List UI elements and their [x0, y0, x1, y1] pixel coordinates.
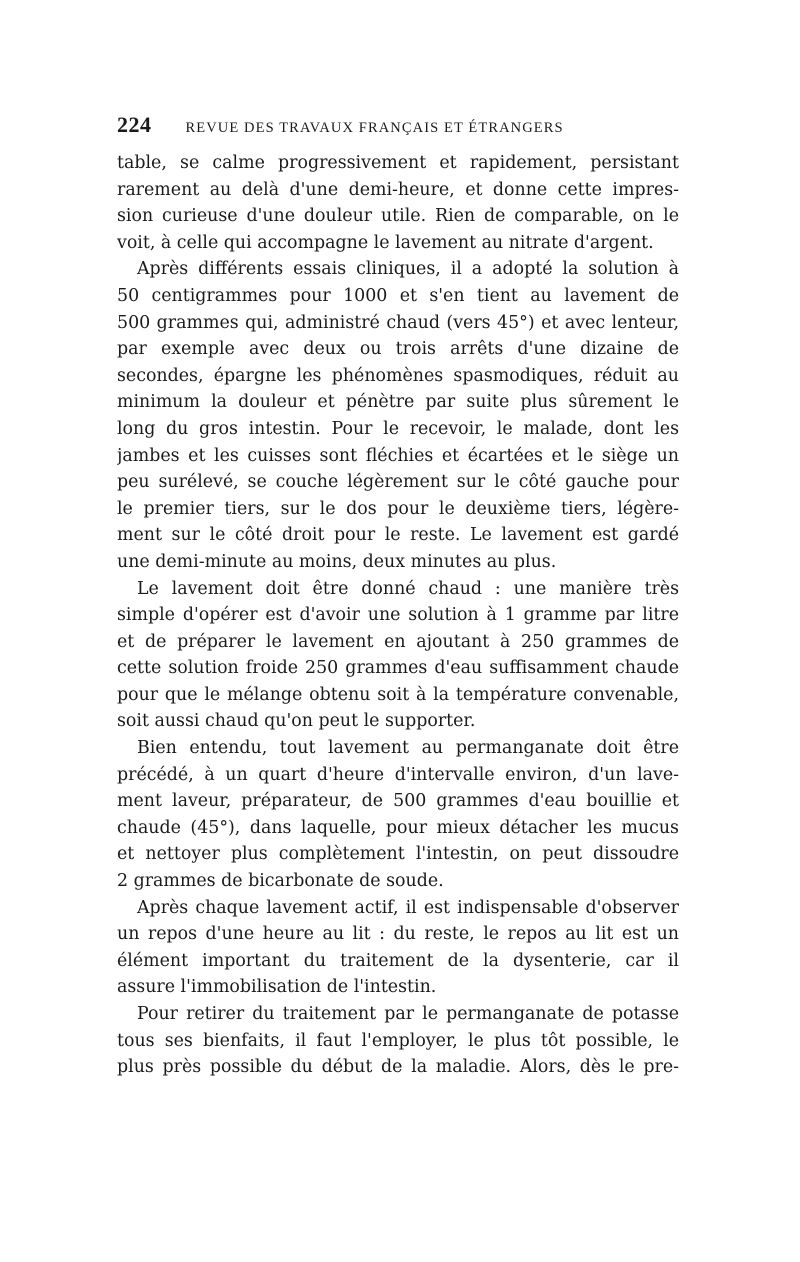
text-line: assure l'immobilisation de l'intestin. [117, 977, 437, 998]
text-line: Après différents essais cliniques, il a adopté la solution à [137, 259, 679, 280]
text-line: élément important du traitement de la dysenterie, car il [117, 950, 679, 971]
text-line: chaude (45°), dans laquelle, pour mieux détacher les mucus [117, 817, 679, 838]
text-line: soit aussi chaud qu'on peut le supporter. [117, 711, 476, 732]
text-line: le premier tiers, sur le dos pour le deuxième tiers, légère- [117, 498, 679, 519]
text-line: Après chaque lavement actif, il est indispensable d'observer [137, 897, 679, 918]
text-line: rarement au delà d'une demi-heure, et donne cette impres- [117, 179, 679, 200]
text-line: long du gros intestin. Pour le recevoir, le malade, dont les [117, 418, 679, 439]
text-line: 500 grammes qui, administré chaud (vers 45°) et avec lenteur, [117, 312, 679, 333]
paragraph [117, 895, 679, 1001]
text-line: Pour retirer du traitement par le permanganate de potasse [137, 1004, 679, 1024]
text-line: peu surélevé, se couche légèrement sur le côté gauche pour [117, 472, 679, 493]
document-page [117, 112, 679, 1081]
paragraph [117, 735, 679, 895]
text-line: pour que le mélange obtenu soit à la température convenable, [117, 684, 679, 705]
text-line: ment laveur, préparateur, de 500 grammes d'eau bouillie et [117, 791, 679, 812]
text-line: Le lavement doit être donné chaud : une manière très [137, 578, 679, 599]
running-header [117, 112, 679, 144]
text-line: Bien entendu, tout lavement au permanganate doit être [137, 738, 679, 759]
text-line: plus près possible du début de la maladie. Alors, dès le pre- [117, 1057, 679, 1078]
text-line: secondes, épargne les phénomènes spasmodiques, réduit au [117, 365, 679, 386]
paragraph [117, 150, 679, 256]
page-number: 224 [117, 112, 152, 137]
paragraph [117, 576, 679, 736]
text-line: minimum la douleur et pénètre par suite plus sûrement le [117, 392, 679, 413]
text-line: sion curieuse d'une douleur utile. Rien de comparable, on le [117, 206, 679, 227]
text-line: par exemple avec deux ou trois arrêts d'une dizaine de [117, 339, 679, 360]
text-line: table, se calme progressivement et rapidement, persistant [117, 153, 679, 173]
paragraph [117, 1001, 679, 1081]
text-line: précédé, à un quart d'heure d'intervalle environ, d'un lave- [117, 764, 679, 785]
text-line: et de préparer le lavement en ajoutant à 250 grammes de [117, 631, 679, 652]
text-line: tous ses bienfaits, il faut l'employer, le plus tôt possible, le [117, 1030, 679, 1051]
text-line: un repos d'une heure au lit : du reste, le repos au lit est un [117, 924, 679, 945]
text-line: et nettoyer plus complètement l'intestin, on peut dissoudre [117, 844, 679, 865]
text-line: 2 grammes de bicarbonate de soude. [117, 871, 444, 892]
text-line: simple d'opérer est d'avoir une solution à 1 gramme par litre [117, 605, 679, 626]
text-line: 50 centigrammes pour 1000 et s'en tient au lavement de [117, 285, 679, 306]
text-line: jambes et les cuisses sont fléchies et écartées et le siège un [117, 445, 679, 466]
body-text [117, 150, 679, 1081]
text-line: ment sur le côté droit pour le reste. Le lavement est gardé [117, 525, 679, 546]
text-line: une demi-minute au moins, deux minutes au plus. [117, 551, 557, 572]
paragraph [117, 256, 679, 575]
text-line: cette solution froide 250 grammes d'eau suffisamment chaude [117, 658, 679, 679]
running-title: REVUE DES TRAVAUX FRANÇAIS ET ÉTRANGERS [185, 120, 564, 136]
text-line: voit, à celle qui accompagne le lavement au nitrate d'argent. [117, 232, 654, 253]
